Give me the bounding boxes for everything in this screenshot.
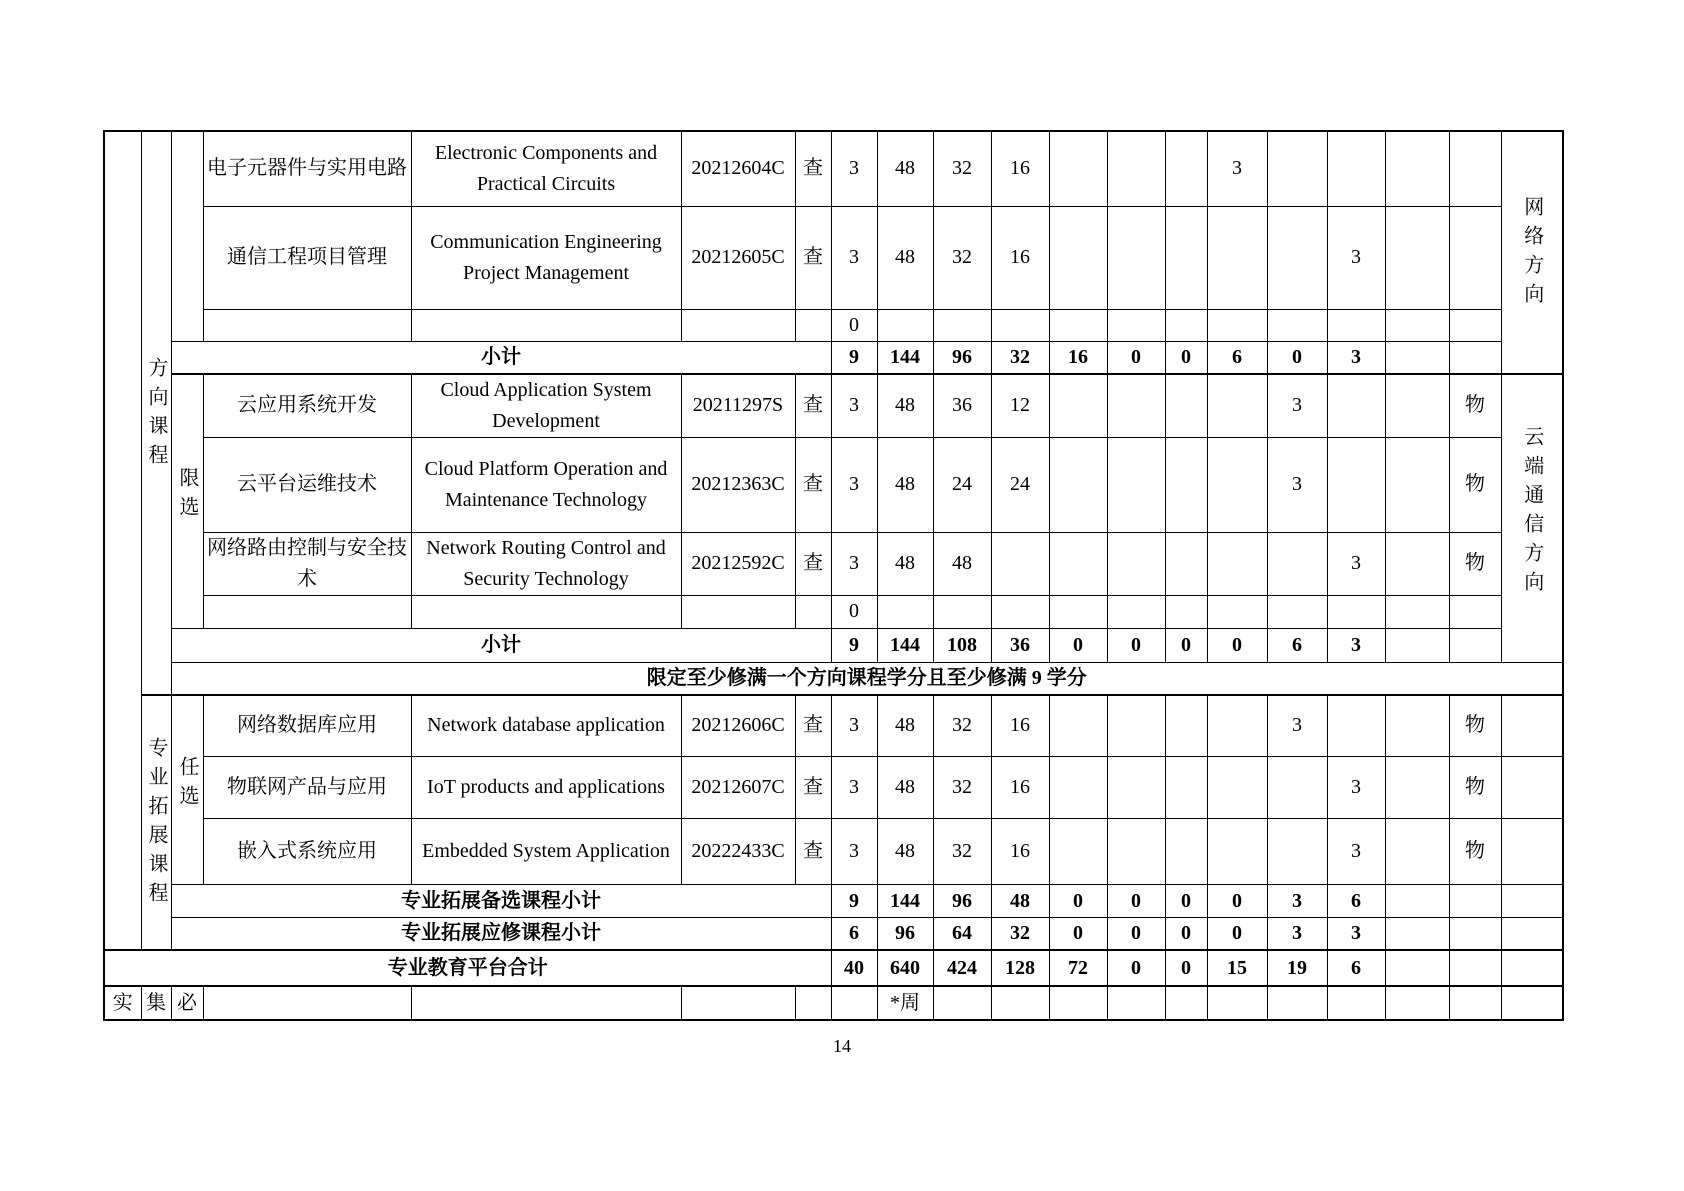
alloc-cell	[1207, 437, 1267, 532]
material-mark-cell: 物	[1449, 819, 1501, 885]
course-cn-cell: 通信工程项目管理	[203, 206, 411, 309]
alloc-cell: 0	[1049, 885, 1107, 918]
course-cn-cell: 物联网产品与应用	[203, 757, 411, 819]
alloc-cell	[1107, 532, 1165, 595]
exam-type-cell: 查	[795, 374, 831, 438]
empty-cell	[933, 595, 991, 628]
empty-cell	[1049, 309, 1107, 341]
alloc-cell: 0	[1107, 918, 1165, 951]
empty-cell	[795, 986, 831, 1020]
credits-cell: 0	[831, 309, 877, 341]
alloc-cell: 3	[1327, 819, 1385, 885]
alloc-cell: 3	[1327, 918, 1385, 951]
theory-hours-cell: 96	[933, 885, 991, 918]
course-code-cell: 20212592C	[681, 532, 795, 595]
empty-cell	[1107, 309, 1165, 341]
practice-hours-cell: 16	[991, 695, 1049, 757]
practice-hours-cell: 48	[991, 885, 1049, 918]
empty-cell	[1267, 986, 1327, 1020]
empty-cell	[681, 595, 795, 628]
practice-hours-cell: 16	[991, 206, 1049, 309]
category-limited-elective	[171, 374, 203, 629]
direction-label-network	[1501, 131, 1563, 374]
practice-hours-cell: 16	[991, 757, 1049, 819]
table-row	[104, 595, 1563, 628]
theory-hours-cell: 24	[933, 437, 991, 532]
table-row	[104, 532, 1563, 595]
practice-hours-cell: 36	[991, 628, 1049, 662]
exam-type-cell: 查	[795, 757, 831, 819]
limited-elective-label: 限选	[176, 467, 198, 525]
course-cn-cell: 电子元器件与实用电路	[203, 131, 411, 206]
credits-cell: 0	[831, 595, 877, 628]
empty-cell	[1385, 309, 1449, 341]
concentrated-col-label: 集	[141, 986, 171, 1020]
required-col-label: 必	[171, 986, 203, 1020]
alloc-cell	[1049, 206, 1107, 309]
practice-hours-cell: 16	[991, 131, 1049, 206]
course-code-cell: 20212604C	[681, 131, 795, 206]
alloc-cell: 0	[1165, 950, 1207, 986]
theory-hours-cell: 32	[933, 206, 991, 309]
table-row	[104, 309, 1563, 341]
exam-type-cell: 查	[795, 532, 831, 595]
course-en-cell: IoT products and applications	[411, 757, 681, 819]
course-en-cell: Network Routing Control and Security Technology	[411, 532, 681, 595]
exam-type-cell: 查	[795, 131, 831, 206]
alloc-cell	[1165, 437, 1207, 532]
alloc-cell: 0	[1207, 918, 1267, 951]
theory-hours-cell: 64	[933, 918, 991, 951]
empty-cell	[877, 309, 933, 341]
subtotal-row	[104, 885, 1563, 918]
alloc-cell	[1267, 532, 1327, 595]
alloc-cell	[1267, 131, 1327, 206]
theory-hours-cell: 424	[933, 950, 991, 986]
exam-type-cell: 查	[795, 206, 831, 309]
empty-cell	[1049, 986, 1107, 1020]
subtotal-label: 专业拓展应修课程小计	[171, 918, 831, 951]
course-code-cell: 20212606C	[681, 695, 795, 757]
total-hours-cell: 48	[877, 695, 933, 757]
empty-cell	[1449, 341, 1501, 374]
alloc-cell	[1107, 437, 1165, 532]
empty-cell	[1385, 695, 1449, 757]
alloc-cell	[1165, 532, 1207, 595]
theory-hours-cell: 32	[933, 819, 991, 885]
alloc-cell: 0	[1165, 918, 1207, 951]
alloc-cell	[1165, 819, 1207, 885]
empty-cell	[1501, 757, 1563, 819]
empty-cell	[1327, 309, 1385, 341]
empty-cell	[1385, 757, 1449, 819]
exam-type-cell: 查	[795, 437, 831, 532]
alloc-cell	[1207, 819, 1267, 885]
alloc-cell	[1267, 757, 1327, 819]
alloc-cell: 0	[1165, 885, 1207, 918]
alloc-cell	[1267, 819, 1327, 885]
empty-cell	[411, 595, 681, 628]
alloc-cell	[1107, 819, 1165, 885]
table-row	[104, 206, 1563, 309]
table-row	[104, 374, 1563, 438]
empty-cell	[1385, 374, 1449, 438]
alloc-cell	[1107, 374, 1165, 438]
alloc-cell: 0	[1207, 885, 1267, 918]
total-hours-cell: 48	[877, 131, 933, 206]
alloc-cell: 0	[1107, 950, 1165, 986]
material-mark-cell: 物	[1449, 757, 1501, 819]
alloc-cell	[1207, 757, 1267, 819]
course-en-cell: Electronic Components and Practical Circuits	[411, 131, 681, 206]
table-row	[104, 819, 1563, 885]
total-hours-cell: 48	[877, 819, 933, 885]
category-optional-elective	[171, 695, 203, 885]
theory-hours-cell: 108	[933, 628, 991, 662]
empty-cell	[1501, 950, 1563, 986]
empty-cell	[1385, 986, 1449, 1020]
alloc-cell	[1107, 757, 1165, 819]
alloc-cell	[1327, 695, 1385, 757]
category-expansion-courses-label: 专业拓展课程	[145, 737, 167, 912]
alloc-cell: 0	[1267, 341, 1327, 374]
subtotal-label: 小计	[171, 628, 831, 662]
theory-hours-cell: 36	[933, 374, 991, 438]
empty-cell	[1449, 950, 1501, 986]
alloc-cell	[1049, 374, 1107, 438]
theory-hours-cell: 32	[933, 131, 991, 206]
table-row	[104, 437, 1563, 532]
alloc-cell	[1049, 757, 1107, 819]
course-code-cell: 20212607C	[681, 757, 795, 819]
practice-section-row	[104, 986, 1563, 1020]
course-cn-cell: 云平台运维技术	[203, 437, 411, 532]
total-hours-cell: 48	[877, 437, 933, 532]
alloc-cell: 3	[1327, 532, 1385, 595]
empty-cell	[1165, 986, 1207, 1020]
alloc-cell	[1107, 131, 1165, 206]
alloc-cell	[1207, 532, 1267, 595]
empty-cell	[1501, 819, 1563, 885]
alloc-cell	[1327, 374, 1385, 438]
alloc-cell: 6	[1207, 341, 1267, 374]
curriculum-table-wrap	[103, 130, 1564, 1021]
empty-cell	[1501, 695, 1563, 757]
alloc-cell	[1049, 695, 1107, 757]
empty-cell	[1385, 341, 1449, 374]
credits-cell: 3	[831, 695, 877, 757]
empty-cell	[1385, 532, 1449, 595]
total-hours-cell: 48	[877, 206, 933, 309]
alloc-cell: 0	[1049, 918, 1107, 951]
alloc-cell: 3	[1327, 628, 1385, 662]
note-row	[104, 662, 1563, 695]
practice-hours-cell: 32	[991, 341, 1049, 374]
empty-cell	[1449, 595, 1501, 628]
alloc-cell	[1165, 206, 1207, 309]
alloc-cell	[1165, 374, 1207, 438]
course-cn-cell: 云应用系统开发	[203, 374, 411, 438]
course-en-cell: Communication Engineering Project Management	[411, 206, 681, 309]
credits-cell: 3	[831, 819, 877, 885]
alloc-cell	[1207, 206, 1267, 309]
total-hours-cell: 48	[877, 532, 933, 595]
empty-cell	[1107, 595, 1165, 628]
alloc-cell: 15	[1207, 950, 1267, 986]
alloc-cell: 3	[1267, 918, 1327, 951]
network-direction-label: 网络方向	[1520, 196, 1543, 313]
total-hours-cell: 144	[877, 341, 933, 374]
alloc-cell	[1207, 695, 1267, 757]
course-code-cell: 20222433C	[681, 819, 795, 885]
course-code-cell: 20212363C	[681, 437, 795, 532]
alloc-cell: 0	[1049, 628, 1107, 662]
total-hours-cell: 640	[877, 950, 933, 986]
exam-type-cell: 查	[795, 819, 831, 885]
page-number: 14	[833, 1036, 851, 1056]
material-mark-cell: 物	[1449, 695, 1501, 757]
week-mark-cell: *周	[877, 986, 933, 1020]
alloc-cell	[1165, 131, 1207, 206]
theory-hours-cell: 96	[933, 341, 991, 374]
practice-hours-cell: 12	[991, 374, 1049, 438]
alloc-cell: 6	[1267, 628, 1327, 662]
empty-cell	[991, 595, 1049, 628]
empty-cell	[203, 595, 411, 628]
alloc-cell	[1267, 206, 1327, 309]
alloc-cell: 0	[1107, 628, 1165, 662]
empty-cell	[1385, 885, 1449, 918]
category-direction-courses-label: 方向课程	[145, 356, 167, 473]
empty-cell	[991, 986, 1049, 1020]
material-mark-cell: 物	[1449, 532, 1501, 595]
empty-cell	[1449, 309, 1501, 341]
alloc-cell: 3	[1267, 885, 1327, 918]
theory-hours-cell: 32	[933, 695, 991, 757]
empty-cell	[1385, 206, 1449, 309]
table-row	[104, 695, 1563, 757]
practice-hours-cell	[991, 532, 1049, 595]
empty-cell	[1385, 437, 1449, 532]
course-code-cell: 20211297S	[681, 374, 795, 438]
subtotal-label: 小计	[171, 341, 831, 374]
subtotal-row	[104, 918, 1563, 951]
credits-cell: 3	[831, 532, 877, 595]
empty-cell	[203, 986, 411, 1020]
empty-cell	[1385, 918, 1449, 951]
credits-cell: 9	[831, 341, 877, 374]
alloc-cell: 3	[1207, 131, 1267, 206]
empty-cell	[1449, 628, 1501, 662]
optional-elective-label: 任选	[176, 755, 198, 814]
platform-total-row	[104, 950, 1563, 986]
alloc-cell: 3	[1267, 437, 1327, 532]
empty-cell	[1501, 918, 1563, 951]
credits-cell: 40	[831, 950, 877, 986]
credits-cell: 3	[831, 437, 877, 532]
empty-cell	[877, 595, 933, 628]
practice-hours-cell: 24	[991, 437, 1049, 532]
alloc-cell: 6	[1327, 950, 1385, 986]
empty-cell	[1165, 595, 1207, 628]
empty-cell	[1385, 595, 1449, 628]
credits-cell: 6	[831, 918, 877, 951]
alloc-cell	[1327, 131, 1385, 206]
credits-cell: 9	[831, 628, 877, 662]
empty-cell	[1449, 986, 1501, 1020]
empty-cell	[1385, 131, 1449, 206]
course-en-cell: Cloud Application System Development	[411, 374, 681, 438]
practice-col-label: 实	[104, 986, 141, 1020]
empty-cell	[1207, 986, 1267, 1020]
practice-hours-cell: 32	[991, 918, 1049, 951]
empty-cell	[1107, 986, 1165, 1020]
credits-cell: 3	[831, 131, 877, 206]
exam-type-cell: 查	[795, 695, 831, 757]
practice-hours-cell: 16	[991, 819, 1049, 885]
elective-requirement-note: 限定至少修满一个方向课程学分且至少修满 9 学分	[171, 662, 1563, 695]
category-expansion-courses	[141, 695, 171, 951]
course-cn-cell: 网络数据库应用	[203, 695, 411, 757]
empty-cell	[1207, 595, 1267, 628]
empty-cell	[104, 131, 141, 950]
empty-cell	[681, 309, 795, 341]
course-en-cell: Cloud Platform Operation and Maintenance Technology	[411, 437, 681, 532]
course-en-cell: Embedded System Application	[411, 819, 681, 885]
empty-cell	[1049, 595, 1107, 628]
alloc-cell: 3	[1267, 695, 1327, 757]
empty-cell	[795, 595, 831, 628]
course-cn-cell: 网络路由控制与安全技术	[203, 532, 411, 595]
alloc-cell: 3	[1267, 374, 1327, 438]
empty-cell	[171, 131, 203, 341]
alloc-cell: 19	[1267, 950, 1327, 986]
alloc-cell: 6	[1327, 885, 1385, 918]
empty-cell	[203, 309, 411, 341]
table-row	[104, 757, 1563, 819]
empty-cell	[831, 986, 877, 1020]
empty-cell	[1501, 986, 1563, 1020]
alloc-cell	[1327, 437, 1385, 532]
credits-cell: 9	[831, 885, 877, 918]
empty-cell	[795, 309, 831, 341]
material-mark-cell	[1449, 206, 1501, 309]
subtotal-label: 专业拓展备选课程小计	[171, 885, 831, 918]
cloud-direction-label: 云端通信方向	[1520, 426, 1543, 600]
alloc-cell	[1049, 437, 1107, 532]
course-code-cell: 20212605C	[681, 206, 795, 309]
empty-cell	[1449, 885, 1501, 918]
empty-cell	[681, 986, 795, 1020]
total-hours-cell: 144	[877, 628, 933, 662]
total-hours-cell: 96	[877, 918, 933, 951]
empty-cell	[933, 309, 991, 341]
table-row	[104, 131, 1563, 206]
total-hours-cell: 48	[877, 757, 933, 819]
empty-cell	[933, 986, 991, 1020]
practice-hours-cell: 128	[991, 950, 1049, 986]
empty-cell	[1385, 819, 1449, 885]
alloc-cell	[1049, 532, 1107, 595]
empty-cell	[1207, 309, 1267, 341]
alloc-cell: 72	[1049, 950, 1107, 986]
alloc-cell: 3	[1327, 341, 1385, 374]
theory-hours-cell: 32	[933, 757, 991, 819]
empty-cell	[1165, 309, 1207, 341]
empty-cell	[1385, 628, 1449, 662]
theory-hours-cell: 48	[933, 532, 991, 595]
total-hours-cell: 144	[877, 885, 933, 918]
course-en-cell: Network database application	[411, 695, 681, 757]
empty-cell	[1501, 885, 1563, 918]
alloc-cell	[1049, 819, 1107, 885]
alloc-cell: 16	[1049, 341, 1107, 374]
empty-cell	[411, 309, 681, 341]
empty-cell	[1449, 918, 1501, 951]
material-mark-cell: 物	[1449, 437, 1501, 532]
alloc-cell: 3	[1327, 206, 1385, 309]
alloc-cell	[1165, 695, 1207, 757]
credits-cell: 3	[831, 757, 877, 819]
category-direction-courses	[141, 131, 171, 695]
alloc-cell	[1207, 374, 1267, 438]
empty-cell	[1385, 950, 1449, 986]
alloc-cell	[1107, 695, 1165, 757]
alloc-cell: 0	[1107, 885, 1165, 918]
credits-cell: 3	[831, 206, 877, 309]
alloc-cell: 0	[1165, 628, 1207, 662]
subtotal-row	[104, 341, 1563, 374]
alloc-cell: 0	[1165, 341, 1207, 374]
alloc-cell	[1049, 131, 1107, 206]
empty-cell	[411, 986, 681, 1020]
material-mark-cell	[1449, 131, 1501, 206]
empty-cell	[1327, 595, 1385, 628]
alloc-cell: 0	[1107, 341, 1165, 374]
subtotal-row	[104, 628, 1563, 662]
platform-total-label: 专业教育平台合计	[104, 950, 831, 986]
alloc-cell	[1165, 757, 1207, 819]
direction-label-cloud	[1501, 374, 1563, 663]
alloc-cell: 0	[1207, 628, 1267, 662]
empty-cell	[991, 309, 1049, 341]
total-hours-cell: 48	[877, 374, 933, 438]
empty-cell	[1267, 309, 1327, 341]
curriculum-table	[103, 130, 1564, 1021]
credits-cell: 3	[831, 374, 877, 438]
alloc-cell: 3	[1327, 757, 1385, 819]
material-mark-cell: 物	[1449, 374, 1501, 438]
empty-cell	[1267, 595, 1327, 628]
empty-cell	[1327, 986, 1385, 1020]
course-cn-cell: 嵌入式系统应用	[203, 819, 411, 885]
alloc-cell	[1107, 206, 1165, 309]
